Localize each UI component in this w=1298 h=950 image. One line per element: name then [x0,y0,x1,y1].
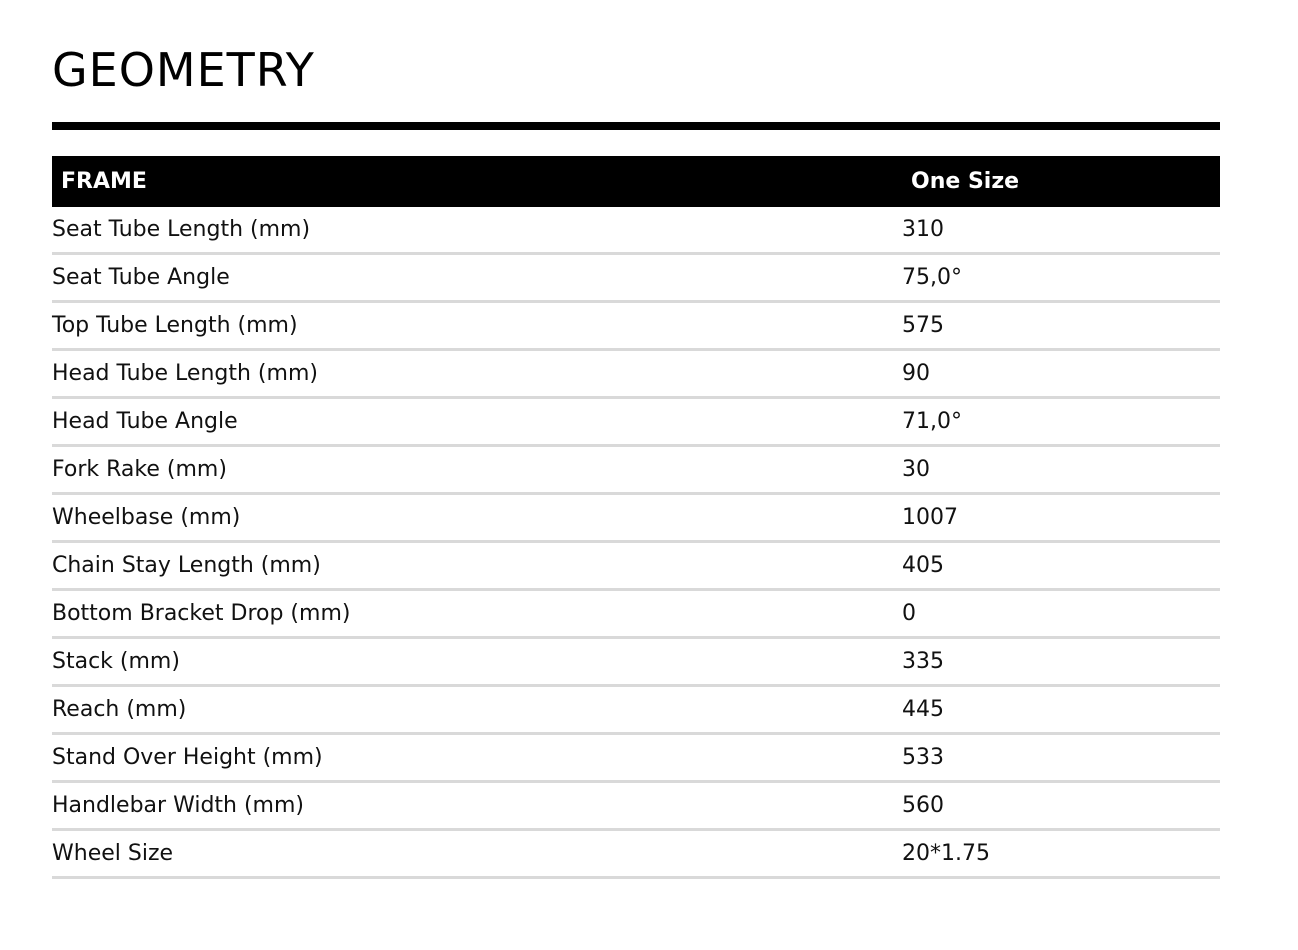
row-value: 75,0° [902,254,1220,302]
row-label: Handlebar Width (mm) [52,782,902,830]
table-row [52,494,1220,542]
row-value: 310 [902,207,1220,254]
table-row [52,782,1220,830]
row-label: Wheelbase (mm) [52,494,902,542]
row-label: Top Tube Length (mm) [52,302,902,350]
page-title: GEOMETRY [52,43,315,97]
row-label: Fork Rake (mm) [52,446,902,494]
row-value: 20*1.75 [902,830,1220,878]
row-value: 30 [902,446,1220,494]
row-value: 0 [902,590,1220,638]
row-value: 1007 [902,494,1220,542]
row-label: Reach (mm) [52,686,902,734]
row-label: Bottom Bracket Drop (mm) [52,590,902,638]
row-value: 71,0° [902,398,1220,446]
title-divider [52,122,1220,130]
row-value: 560 [902,782,1220,830]
table-row [52,446,1220,494]
row-label: Head Tube Length (mm) [52,350,902,398]
table-row [52,590,1220,638]
row-label: Stand Over Height (mm) [52,734,902,782]
table-row [52,638,1220,686]
table-row [52,830,1220,878]
table-row [52,734,1220,782]
row-value: 90 [902,350,1220,398]
row-label: Stack (mm) [52,638,902,686]
row-label: Wheel Size [52,830,902,878]
row-value: 533 [902,734,1220,782]
row-label: Chain Stay Length (mm) [52,542,902,590]
column-header-size: One Size [902,156,1220,207]
row-label: Seat Tube Length (mm) [52,207,902,254]
table-row [52,686,1220,734]
table-row [52,302,1220,350]
row-label: Head Tube Angle [52,398,902,446]
table-row [52,207,1220,254]
row-value: 445 [902,686,1220,734]
table-row [52,350,1220,398]
row-value: 405 [902,542,1220,590]
geometry-table [52,156,1220,879]
table-body [52,207,1220,878]
column-header-frame: FRAME [52,156,902,207]
header-row [52,156,1220,207]
table-header [52,156,1220,207]
row-label: Seat Tube Angle [52,254,902,302]
table-row [52,398,1220,446]
table-row [52,254,1220,302]
row-value: 575 [902,302,1220,350]
row-value: 335 [902,638,1220,686]
table-row [52,542,1220,590]
